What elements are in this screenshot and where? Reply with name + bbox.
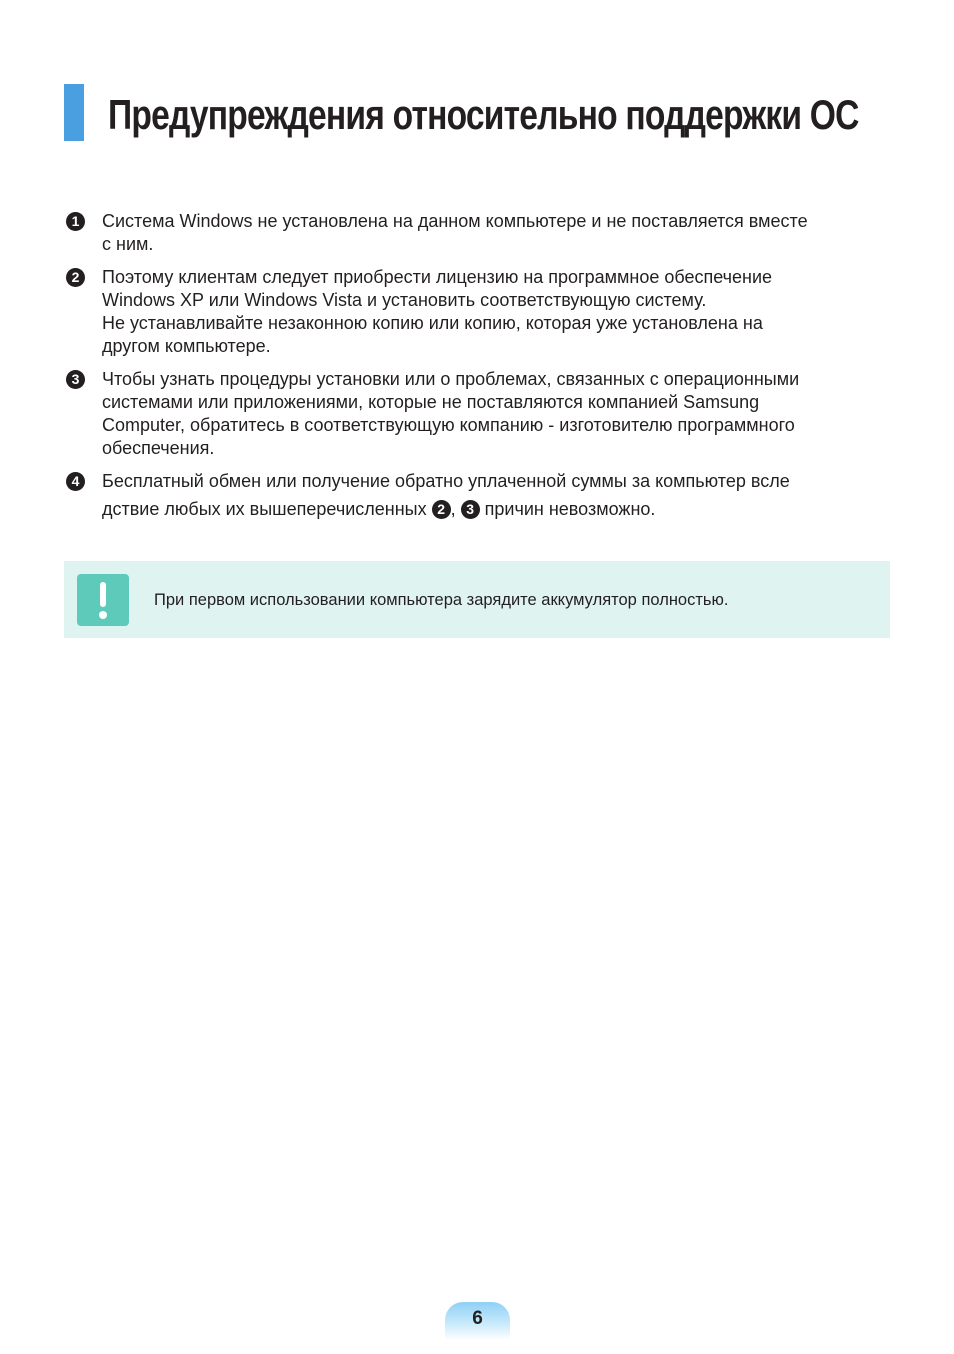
item-text-line: с ним. — [102, 234, 154, 254]
number-badge-4: 4 — [66, 472, 85, 491]
item-text-fragment: дствие любых их вышеперечисленных — [102, 499, 427, 519]
number-badge-2: 2 — [66, 268, 85, 287]
item-text-line: другом компьютере. — [102, 336, 271, 356]
list-item — [64, 368, 890, 460]
list-item — [64, 210, 890, 256]
number-badge-1: 1 — [66, 212, 85, 231]
number-badge-3: 3 — [66, 370, 85, 389]
item-text-line — [102, 498, 890, 521]
item-text-line: Система Windows не установлена на данном компьютере и не поставляется вместе — [102, 211, 808, 231]
item-text-line: Чтобы узнать процедуры установки или о проблемах, связанных с операционными — [102, 369, 800, 389]
reference-badge-3: 3 — [461, 500, 480, 519]
os-warning-list — [64, 210, 890, 531]
item-text-line: Windows XP или Windows Vista и установить соответствующую систему. — [102, 290, 707, 310]
item-text-line: Computer, обратитесь в соответствующую компанию - изготовителю программного — [102, 415, 795, 435]
note-box — [64, 561, 890, 638]
page-number: 6 — [445, 1302, 510, 1340]
title-accent-bar — [64, 84, 84, 141]
list-item — [64, 470, 890, 521]
item-text-line: системами или приложениями, которые не поставляются компанией Samsung — [102, 392, 760, 412]
item-text-fragment: причин невозможно. — [484, 499, 656, 519]
reference-separator: , — [450, 499, 456, 519]
item-text-line: Бесплатный обмен или получение обратно уплаченной суммы за компьютер всле — [102, 471, 790, 491]
item-text-line: Поэтому клиентам следует приобрести лицензию на программное обеспечение — [102, 267, 773, 287]
item-text-line: Не устанавливайте незаконною копию или копию, которая уже установлена на — [102, 313, 763, 333]
page-title: Предупреждения относительно поддержки ОС — [108, 91, 859, 138]
item-text-line: обеспечения. — [102, 438, 215, 458]
exclamation-icon — [77, 574, 129, 626]
exclamation-bar — [100, 582, 106, 607]
note-text: При первом использовании компьютера зарядите аккумулятор полностью. — [154, 591, 729, 609]
list-item — [64, 266, 890, 358]
exclamation-dot — [99, 611, 107, 619]
reference-badge-2: 2 — [432, 500, 451, 519]
